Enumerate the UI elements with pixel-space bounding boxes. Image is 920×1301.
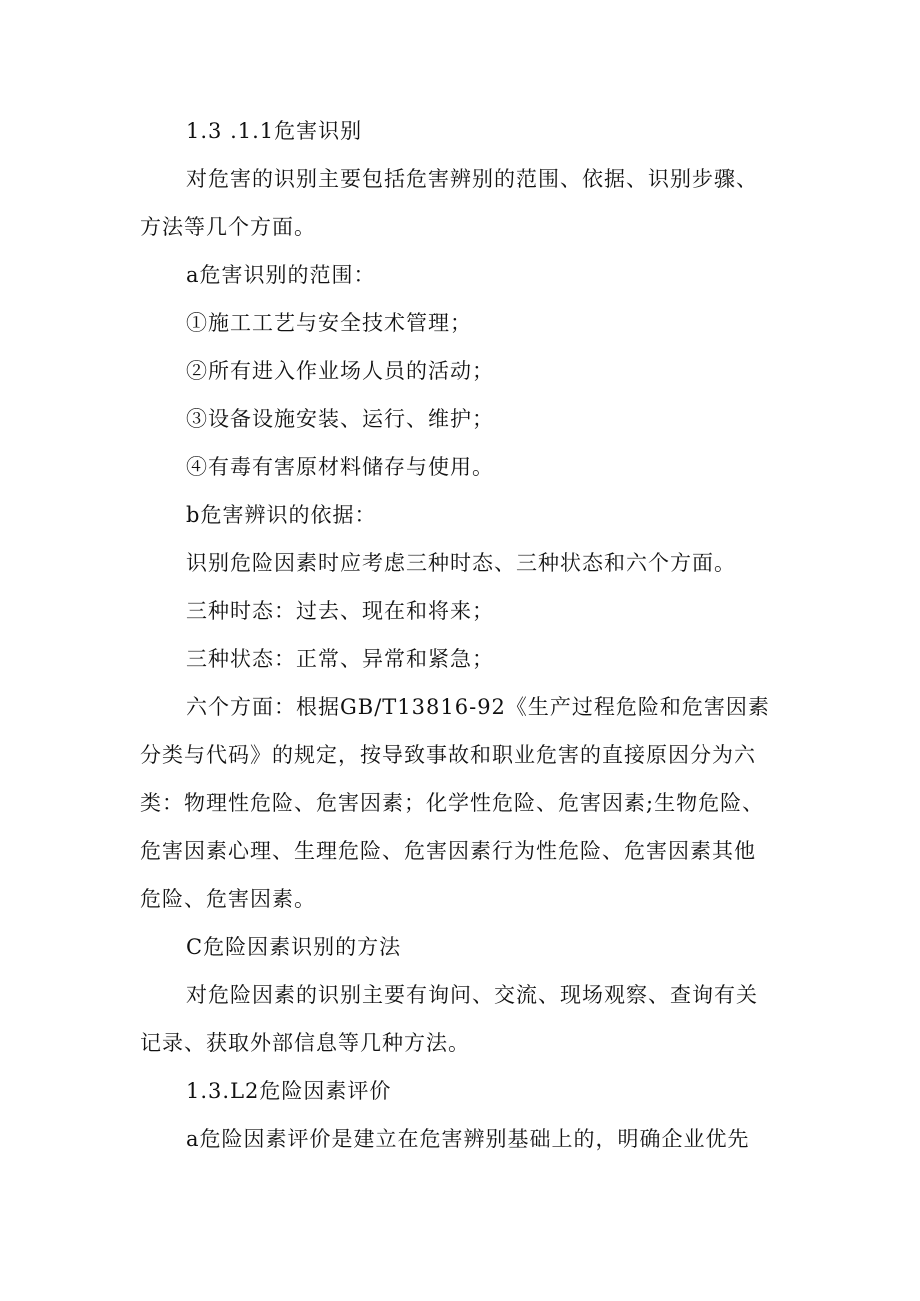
list-item-2: ②所有进入作业场人员的活动； [186, 359, 494, 383]
list-item-4: ④有毒有害原材料储存与使用。 [186, 455, 494, 479]
section-heading-1-3-1-2: 1.3.L2危险因素评价 [186, 1079, 392, 1103]
paragraph-line: 对危险因素的识别主要有询问、交流、现场观察、查询有关 [186, 983, 758, 1007]
paragraph-line: 危害因素心理、生理危险、危害因素行为性危险、危害因素其他 [140, 839, 756, 863]
paragraph-line: 方法等几个方面。 [140, 215, 316, 239]
subheading-c: C危险因素识别的方法 [186, 935, 402, 959]
paragraph-line: 对危害的识别主要包括危害辨别的范围、依据、识别步骤、 [186, 167, 758, 191]
subheading-a: a危害识别的范围： [186, 263, 376, 287]
paragraph-line: a危险因素评价是建立在危害辨别基础上的，明确企业优先 [186, 1127, 750, 1151]
paragraph-line: 记录、获取外部信息等几种方法。 [140, 1031, 470, 1055]
paragraph-line: 分类与代码》的规定，按导致事故和职业危害的直接原因分为六 [140, 743, 756, 767]
paragraph-line: 类：物理性危险、危害因素；化学性危险、危害因素;生物危险、 [140, 791, 765, 815]
list-item-3: ③设备设施安装、运行、维护； [186, 407, 494, 431]
paragraph-line: 识别危险因素时应考虑三种时态、三种状态和六个方面。 [186, 551, 736, 575]
paragraph-line: 危险、危害因素。 [140, 887, 316, 911]
paragraph-line: 六个方面：根据GB/T13816-92《生产过程危险和危害因素 [186, 695, 770, 719]
paragraph-line: 三种时态：过去、现在和将来； [186, 599, 494, 623]
paragraph-line: 三种状态：正常、异常和紧急； [186, 647, 494, 671]
section-heading-1-3-1-1: 1.3 .1.1危害识别 [186, 119, 363, 143]
subheading-b: b危害辨识的依据： [186, 503, 377, 527]
list-item-1: ①施工工艺与安全技术管理； [186, 311, 472, 335]
